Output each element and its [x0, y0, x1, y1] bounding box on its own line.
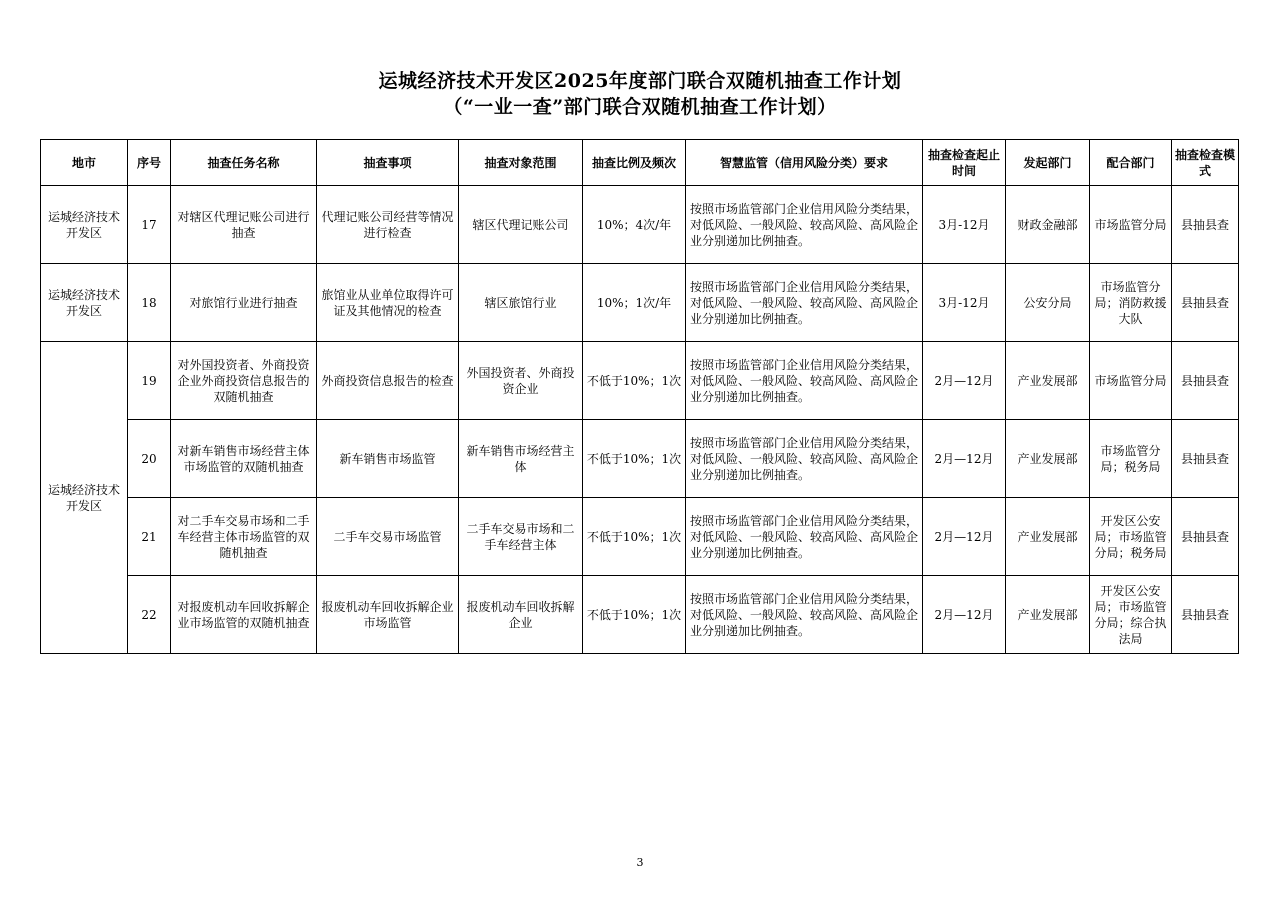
cell-task: 对辖区代理记账公司进行抽查 [171, 186, 317, 264]
cell-task: 对旅馆行业进行抽查 [171, 264, 317, 342]
header-item: 抽查事项 [317, 140, 459, 186]
cell-ratio: 10%；4次/年 [583, 186, 686, 264]
plan-table [40, 139, 1239, 654]
cell-no: 19 [128, 342, 171, 420]
cell-dept: 财政金融部 [1006, 186, 1090, 264]
cell-time: 2月—12月 [923, 420, 1006, 498]
cell-time: 2月—12月 [923, 498, 1006, 576]
table-row [41, 264, 1239, 342]
header-scope: 抽查对象范围 [459, 140, 583, 186]
table-header-row [41, 140, 1239, 186]
cell-requirement: 按照市场监管部门企业信用风险分类结果，对低风险、一般风险、较高风险、高风险企业分别递加比例抽查。 [686, 186, 923, 264]
cell-mode: 县抽县查 [1172, 498, 1239, 576]
cell-task: 对二手车交易市场和二手车经营主体市场监管的双随机抽查 [171, 498, 317, 576]
cell-mode: 县抽县查 [1172, 420, 1239, 498]
cell-mode: 县抽县查 [1172, 186, 1239, 264]
cell-item: 外商投资信息报告的检查 [317, 342, 459, 420]
header-mode: 抽查检查模式 [1172, 140, 1239, 186]
cell-scope: 新车销售市场经营主体 [459, 420, 583, 498]
cell-requirement: 按照市场监管部门企业信用风险分类结果，对低风险、一般风险、较高风险、高风险企业分别递加比例抽查。 [686, 498, 923, 576]
cell-item: 二手车交易市场监管 [317, 498, 459, 576]
page-subtitle: （“一业一查”部门联合双随机抽查工作计划） [443, 96, 837, 118]
cell-time: 3月-12月 [923, 186, 1006, 264]
cell-ratio: 不低于10%；1次 [583, 420, 686, 498]
cell-ratio: 10%；1次/年 [583, 264, 686, 342]
cell-no: 22 [128, 576, 171, 654]
cell-scope: 辖区旅馆行业 [459, 264, 583, 342]
header-time: 抽查检查起止时间 [923, 140, 1006, 186]
cell-no: 18 [128, 264, 171, 342]
cell-coop: 开发区公安局；市场监管分局；税务局 [1090, 498, 1172, 576]
cell-scope: 辖区代理记账公司 [459, 186, 583, 264]
header-city: 地市 [41, 140, 128, 186]
header-requirement: 智慧监管（信用风险分类）要求 [686, 140, 923, 186]
cell-no: 21 [128, 498, 171, 576]
header-no: 序号 [128, 140, 171, 186]
cell-city: 运城经济技术开发区 [41, 186, 128, 264]
table-row [41, 576, 1239, 654]
cell-scope: 外国投资者、外商投资企业 [459, 342, 583, 420]
cell-coop: 市场监管分局；税务局 [1090, 420, 1172, 498]
cell-coop: 开发区公安局；市场监管分局；综合执法局 [1090, 576, 1172, 654]
table-row [41, 186, 1239, 264]
cell-time: 2月—12月 [923, 576, 1006, 654]
cell-task: 对外国投资者、外商投资企业外商投资信息报告的双随机抽查 [171, 342, 317, 420]
cell-coop: 市场监管分局；消防救援大队 [1090, 264, 1172, 342]
cell-ratio: 不低于10%；1次 [583, 576, 686, 654]
cell-no: 17 [128, 186, 171, 264]
table-row [41, 420, 1239, 498]
page-number: 3 [636, 856, 644, 869]
cell-dept: 产业发展部 [1006, 576, 1090, 654]
cell-ratio: 不低于10%；1次 [583, 498, 686, 576]
cell-requirement: 按照市场监管部门企业信用风险分类结果，对低风险、一般风险、较高风险、高风险企业分别递加比例抽查。 [686, 342, 923, 420]
cell-time: 3月-12月 [923, 264, 1006, 342]
header-task: 抽查任务名称 [171, 140, 317, 186]
cell-city-merged: 运城经济技术开发区 [41, 342, 128, 654]
cell-task: 对新车销售市场经营主体市场监管的双随机抽查 [171, 420, 317, 498]
cell-mode: 县抽县查 [1172, 264, 1239, 342]
table-row [41, 498, 1239, 576]
cell-mode: 县抽县查 [1172, 576, 1239, 654]
cell-coop: 市场监管分局 [1090, 186, 1172, 264]
cell-dept: 公安分局 [1006, 264, 1090, 342]
cell-scope: 报废机动车回收拆解企业 [459, 576, 583, 654]
cell-requirement: 按照市场监管部门企业信用风险分类结果，对低风险、一般风险、较高风险、高风险企业分别递加比例抽查。 [686, 576, 923, 654]
cell-task: 对报废机动车回收拆解企业市场监管的双随机抽查 [171, 576, 317, 654]
header-ratio: 抽查比例及频次 [583, 140, 686, 186]
header-coop: 配合部门 [1090, 140, 1172, 186]
cell-item: 代理记账公司经营等情况进行检查 [317, 186, 459, 264]
cell-time: 2月—12月 [923, 342, 1006, 420]
cell-no: 20 [128, 420, 171, 498]
cell-dept: 产业发展部 [1006, 420, 1090, 498]
cell-item: 新车销售市场监管 [317, 420, 459, 498]
cell-item: 报废机动车回收拆解企业市场监管 [317, 576, 459, 654]
header-dept: 发起部门 [1006, 140, 1090, 186]
cell-requirement: 按照市场监管部门企业信用风险分类结果，对低风险、一般风险、较高风险、高风险企业分别递加比例抽查。 [686, 420, 923, 498]
cell-scope: 二手车交易市场和二手车经营主体 [459, 498, 583, 576]
cell-coop: 市场监管分局 [1090, 342, 1172, 420]
cell-city: 运城经济技术开发区 [41, 264, 128, 342]
cell-item: 旅馆业从业单位取得许可证及其他情况的检查 [317, 264, 459, 342]
cell-ratio: 不低于10%；1次 [583, 342, 686, 420]
cell-requirement: 按照市场监管部门企业信用风险分类结果，对低风险、一般风险、较高风险、高风险企业分别递加比例抽查。 [686, 264, 923, 342]
cell-dept: 产业发展部 [1006, 498, 1090, 576]
table-row [41, 342, 1239, 420]
page-title: 运城经济技术开发区2025年度部门联合双随机抽查工作计划 [378, 70, 902, 92]
cell-mode: 县抽县查 [1172, 342, 1239, 420]
cell-dept: 产业发展部 [1006, 342, 1090, 420]
